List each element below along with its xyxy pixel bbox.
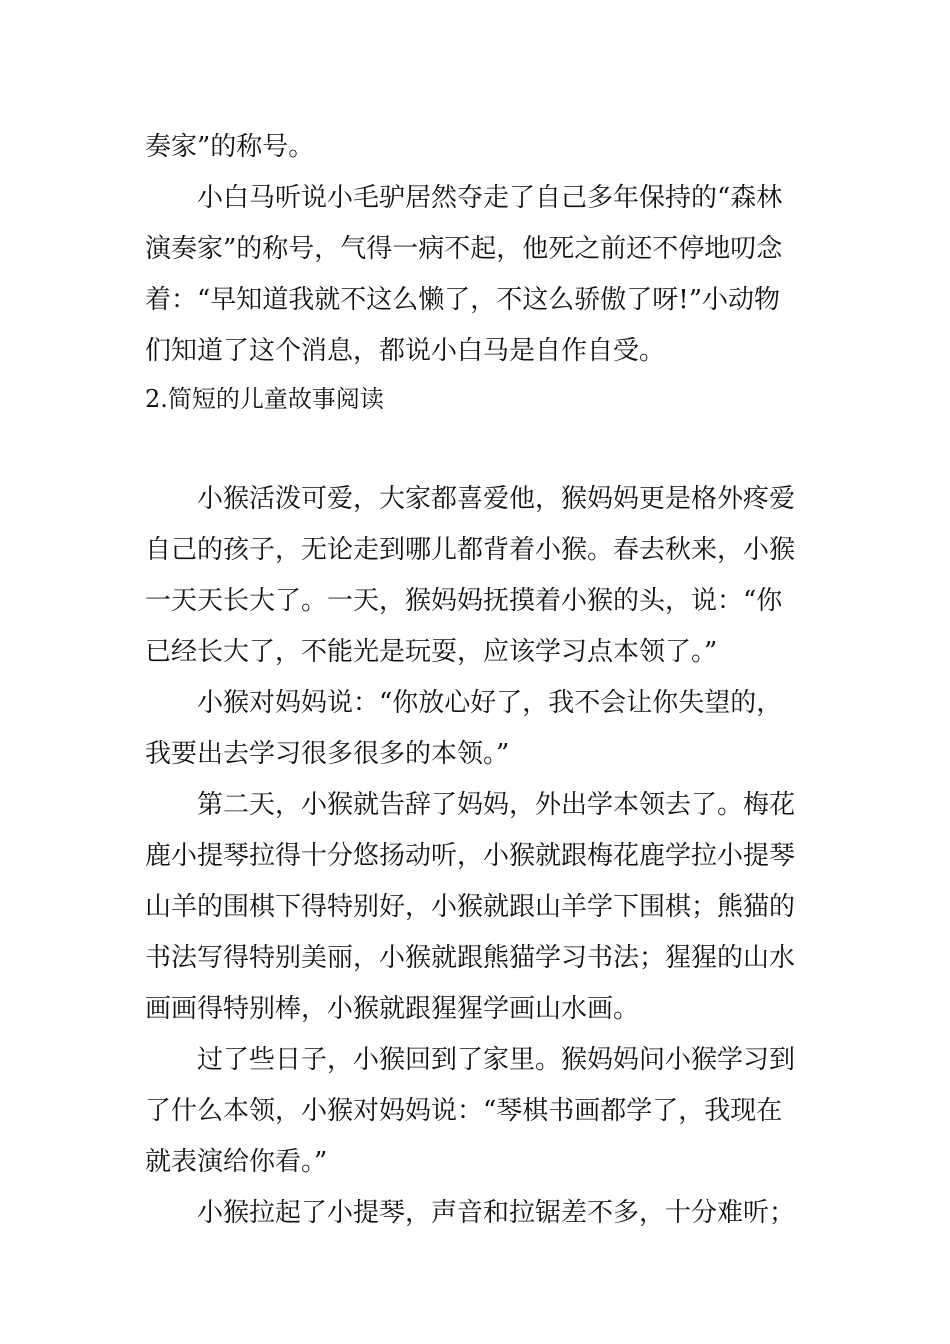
paragraph-first-line: 第二天，小猴就告辞了妈妈，外出学本领去了。梅花 <box>197 790 796 820</box>
paragraph-first-line: 小猴拉起了小提琴，声音和拉锯差不多，十分难听； <box>197 1198 796 1228</box>
text-line: 画画得特别棒，小猴就跟猩猩学画山水画。 <box>145 994 640 1024</box>
text-line: 就表演给你看。” <box>145 1147 328 1177</box>
text-line: 我要出去学习很多很多的本领。” <box>145 739 510 769</box>
section-heading: 2.简短的儿童故事阅读 <box>145 385 384 413</box>
text-line: 演奏家”的称号，气得一病不起，他死之前还不停地叨念 <box>145 234 783 264</box>
text-line: 山羊的围棋下得特别好，小猴就跟山羊学下围棋；熊猫的 <box>145 892 796 922</box>
text-line: 书法写得特别美丽，小猴就跟熊猫学习书法；猩猩的山水 <box>145 943 796 973</box>
paragraph-first-line: 过了些日子，小猴回到了家里。猴妈妈问小猴学习到 <box>197 1045 796 1075</box>
text-line: 已经长大了，不能光是玩耍，应该学习点本领了。” <box>145 637 718 667</box>
paragraph-first-line: 小白马听说小毛驴居然夺走了自己多年保持的“森林 <box>197 183 783 213</box>
paragraph-first-line: 小猴对妈妈说：“你放心好了，我不会让你失望的， <box>197 688 783 718</box>
text-line: 奏家”的称号。 <box>145 132 315 162</box>
text-line: 鹿小提琴拉得十分悠扬动听，小猴就跟梅花鹿学拉小提琴 <box>145 841 796 871</box>
text-line: 一天天长大了。一天，猴妈妈抚摸着小猴的头，说：“你 <box>145 586 783 616</box>
text-line: 着：“早知道我就不这么懒了，不这么骄傲了呀!”小动物 <box>145 285 781 315</box>
text-line: 了什么本领，小猴对妈妈说：“琴棋书画都学了，我现在 <box>145 1096 783 1126</box>
paragraph-first-line: 小猴活泼可爱，大家都喜爱他，猴妈妈更是格外疼爱 <box>197 484 796 514</box>
text-line: 自己的孩子，无论走到哪儿都背着小猴。春去秋来，小猴 <box>145 535 796 565</box>
text-line: 们知道了这个消息，都说小白马是自作自受。 <box>145 336 666 366</box>
